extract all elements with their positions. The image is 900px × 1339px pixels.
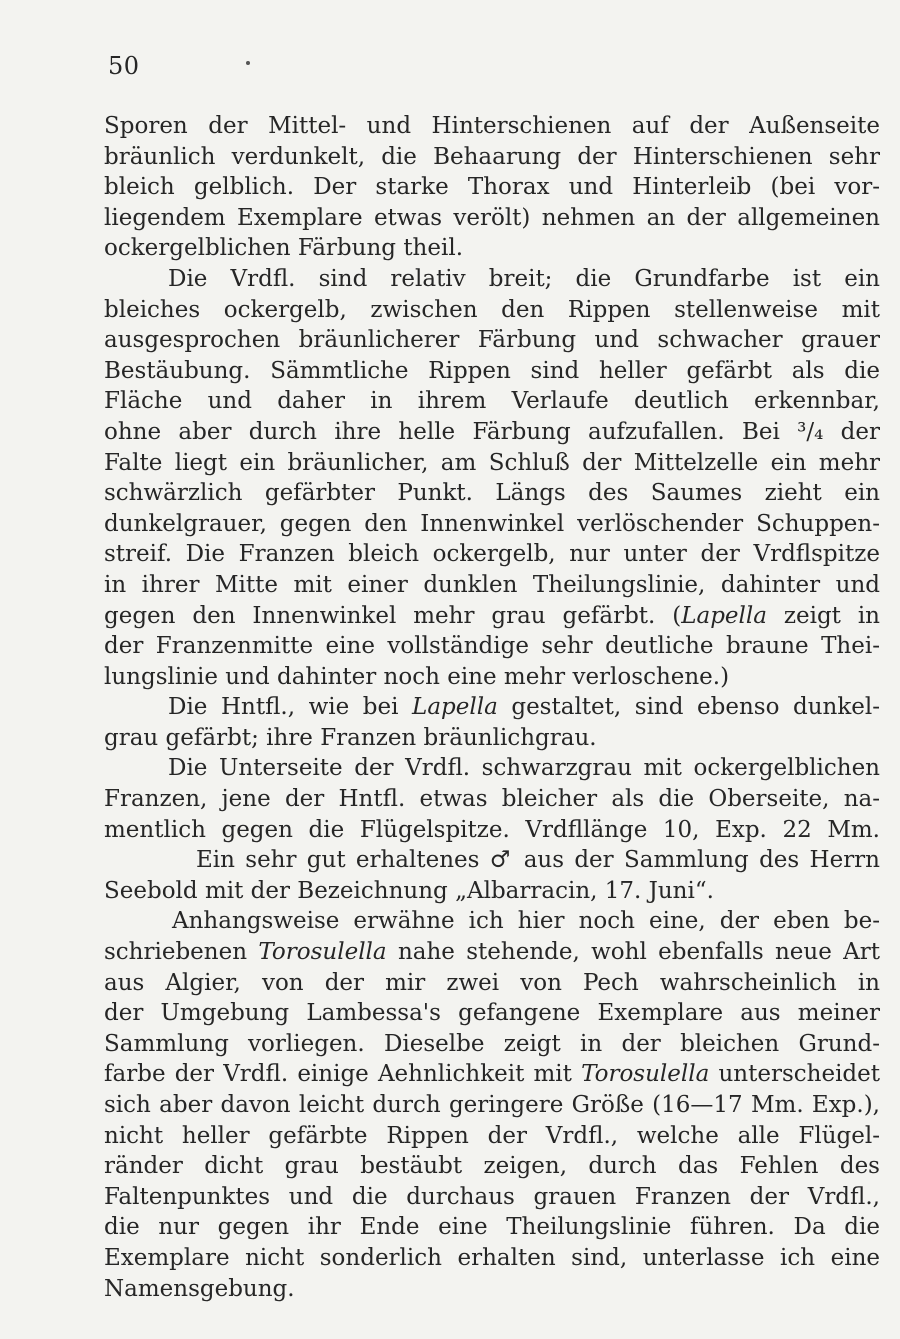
text-line: grau gefärbt; ihre Franzen bräunlichgrau.	[104, 724, 597, 751]
species-name: Torosulella	[258, 939, 387, 966]
text-line: Faltenpunktes und die durchaus grauen Franzen der Vrdfl.,	[104, 1183, 880, 1210]
text-line: Seebold mit der Bezeichnung „Albarracin, 17. Juni“.	[104, 877, 714, 904]
text-line: ausgesprochen bräunlicherer Färbung und schwacher grauer	[104, 327, 880, 354]
text-line: Anhangsweise erwähne ich hier noch eine, der eben be-	[172, 908, 880, 935]
text-line: Die Vrdfl. sind relativ breit; die Grundfarbe ist ein	[168, 265, 880, 292]
text-line: ohne aber durch ihre helle Färbung aufzufallen. Bei ³/₄ der	[104, 418, 880, 445]
text-line: der Umgebung Lambessa's gefangene Exemplare aus meiner	[104, 1000, 880, 1027]
text-line: ockergelblichen Färbung theil.	[104, 235, 464, 262]
text-line: nicht heller gefärbte Rippen der Vrdfl., welche alle Flügel-	[104, 1122, 880, 1149]
text-line: Franzen, jene der Hntfl. etwas bleicher als die Oberseite, na-	[104, 786, 880, 813]
text-line: Sporen der Mittel- und Hinterschienen auf der Außenseite	[104, 113, 880, 139]
text-line: Bestäubung. Sämmtliche Rippen sind heller gefärbt als die	[104, 357, 880, 384]
text-line: der Franzenmitte eine vollständige sehr deutliche braune Thei-	[104, 633, 880, 660]
text-line: Die Hntfl., wie bei Lapella gestaltet, sind ebenso dunkel-	[168, 694, 880, 721]
text-line: aus Algier, von der mir zwei von Pech wahrscheinlich in	[104, 969, 880, 996]
text-line: mentlich gegen die Flügelspitze. Vrdfllänge 10, Exp. 22 Mm.	[104, 816, 880, 843]
text-line: ränder dicht grau bestäubt zeigen, durch das Fehlen des	[104, 1153, 880, 1180]
text-line: lungslinie und dahinter noch eine mehr verloschene.)	[104, 663, 730, 690]
body-text	[104, 111, 880, 1304]
text-line: bräunlich verdunkelt, die Behaarung der Hinterschienen sehr	[104, 143, 880, 170]
text-line: in ihrer Mitte mit einer dunklen Theilungslinie, dahinter und	[104, 571, 880, 598]
text-line: dunkelgrauer, gegen den Innenwinkel verlöschender Schuppen-	[104, 510, 880, 537]
text-line: Ein sehr gut erhaltenes ♂ aus der Sammlung des Herrn	[196, 847, 880, 874]
text-line: gegen den Innenwinkel mehr grau gefärbt. (Lapella zeigt in	[104, 602, 880, 629]
page-number: 50	[108, 52, 140, 80]
text-line: Namensgebung.	[104, 1275, 295, 1302]
text-line: Fläche und daher in ihrem Verlaufe deutlich erkennbar,	[104, 388, 880, 415]
print-speck	[246, 61, 250, 65]
species-name: Torosulella	[581, 1061, 710, 1088]
text-line: sich aber davon leicht durch geringere Größe (16—17 Mm. Exp.),	[104, 1092, 880, 1118]
text-line: Die Unterseite der Vrdfl. schwarzgrau mit ockergelblichen	[168, 755, 880, 782]
text-line: schriebenen Torosulella nahe stehende, wohl ebenfalls neue Art	[104, 939, 881, 966]
text-line: schwärzlich gefärbter Punkt. Längs des Saumes zieht ein	[104, 480, 880, 507]
text-line: Exemplare nicht sonderlich erhalten sind, unterlasse ich eine	[104, 1244, 880, 1271]
text-line: bleich gelblich. Der starke Thorax und Hinterleib (bei vor-	[104, 174, 880, 201]
text-line: streif. Die Franzen bleich ockergelb, nur unter der Vrdflspitze	[104, 541, 880, 568]
text-line: Falte liegt ein bräunlicher, am Schluß der Mittelzelle ein mehr	[104, 449, 880, 476]
species-name: Lapella	[412, 694, 498, 721]
text-line: die nur gegen ihr Ende eine Theilungslinie führen. Da die	[104, 1214, 880, 1241]
text-line: liegendem Exemplare etwas verölt) nehmen an der allgemeinen	[104, 204, 880, 231]
text-line: farbe der Vrdfl. einige Aehnlichkeit mit Torosulella unterscheidet	[104, 1061, 880, 1088]
text-line: bleiches ockergelb, zwischen den Rippen stellenweise mit	[104, 296, 880, 323]
species-name: Lapella	[681, 602, 767, 629]
text-line: Sammlung vorliegen. Dieselbe zeigt in der bleichen Grund-	[104, 1030, 880, 1057]
